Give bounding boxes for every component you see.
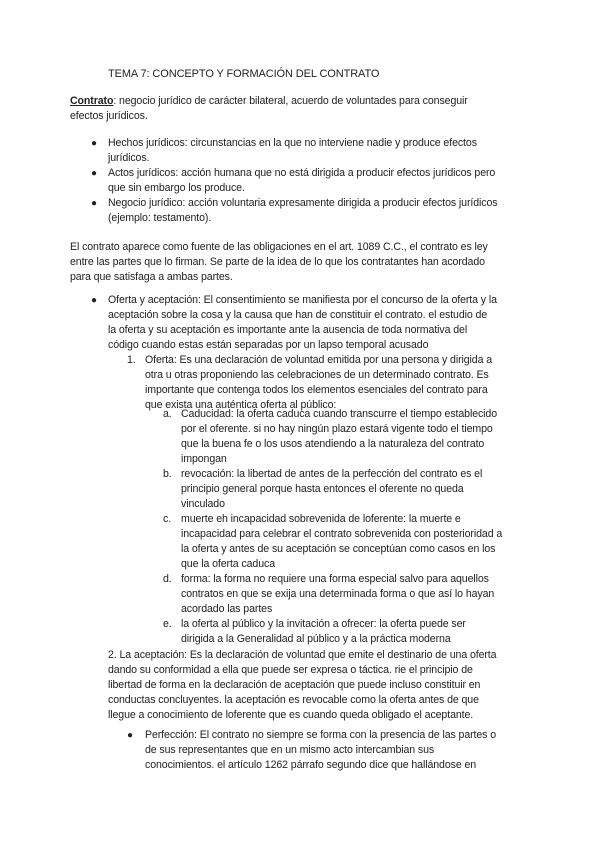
bullet-icon: ●	[91, 168, 98, 179]
item1-line: que exista una auténtica oferta al público:	[145, 399, 337, 411]
bullet-icon: ●	[91, 138, 98, 149]
subitem-line: por el oferente. si no hay ningún plazo estará vigente todo el tiempo	[181, 423, 493, 435]
definition-line-2: efectos jurídicos.	[70, 110, 148, 122]
paragraph-line: El contrato aparece como fuente de las obligaciones en el art. 1089 C.C., el contrato es ley	[70, 241, 488, 253]
list-item: (ejemplo: testamento).	[108, 212, 212, 224]
item1-line: importante que contenga todos los elementos esenciales del contrato para	[145, 384, 488, 396]
list-item: que sin embargo los produce.	[108, 182, 245, 194]
item2-line: 2. La aceptación: Es la declaración de voluntad que emite el destinario de una oferta	[108, 649, 497, 661]
definition-term: Contrato	[70, 95, 114, 107]
subitem-line: contratos en que se exija una determinada forma o que así lo hayan	[181, 588, 495, 600]
list-item: Negocio jurídico: acción voluntaria expresamente dirigida a producir efectos jurídicos	[108, 197, 498, 209]
item-number: 1.	[127, 354, 136, 366]
oferta-line: código cuando estas están separadas por un lapso temporal acusado	[108, 339, 429, 351]
bullet-icon: ●	[127, 730, 134, 741]
subitem-label: d.	[163, 573, 172, 585]
item2-line: llegue a conocimiento de loferente que es cuando queda obligado el aceptante.	[108, 709, 474, 721]
subitem-line: incapacidad para celebrar el contrato sobrevenida con posterioridad a	[181, 528, 503, 540]
subitem-label: e.	[163, 618, 172, 630]
subitem-label: a.	[163, 408, 172, 420]
definition-line-1	[70, 94, 468, 109]
subitem-line: vinculado	[181, 498, 225, 510]
list-item: jurídicos.	[108, 152, 150, 164]
bullet-icon: ●	[91, 198, 98, 209]
subitem-line: dirigida a la Generalidad al público y a la práctica moderna	[181, 633, 451, 645]
subitem-line: muerte eh incapacidad sobrevenida de loferente: la muerte e	[181, 513, 461, 525]
item2-line: conductas concluyentes. la aceptación es revocable como la oferta antes de que	[108, 694, 479, 706]
item2-line: libertad de forma en la declaración de aceptación que puede incluso constituir en	[108, 679, 481, 691]
page-title: TEMA 7: CONCEPTO Y FORMACIÓN DEL CONTRATO	[108, 68, 380, 80]
subitem-line: Caducidad: la oferta caduca cuando transcurre el tiempo establecido	[181, 408, 498, 420]
subitem-line: que la oferta caduca	[181, 558, 276, 570]
subitem-line: acordado las partes	[181, 603, 273, 615]
subitem-line: impongan	[181, 453, 227, 465]
subitem-line: forma: la forma no requiere una forma especial salvo para aquellos	[181, 573, 489, 585]
subitem-line: que la buena fe o los usos atendiendo a la naturaleza del contrato	[181, 438, 485, 450]
subitem-label: c.	[163, 513, 172, 525]
list-item: Actos jurídicos: acción humana que no está dirigida a producir efectos jurídicos pero	[108, 167, 496, 179]
item1-line: otra u otras proponiendo las celebraciones de un determinado contrato. Es	[145, 369, 489, 381]
perfeccion-line: de sus representantes que en un mismo acto intercambian sus	[145, 744, 435, 756]
oferta-line: la oferta y su aceptación es importante ante la ausencia de toda normativa del	[108, 324, 468, 336]
definition-text: : negocio jurídico de carácter bilateral, acuerdo de voluntades para conseguir	[113, 95, 468, 107]
perfeccion-line: Perfección: El contrato no siempre se forma con la presencia de las partes o	[145, 729, 497, 741]
subitem-line: revocación: la libertad de antes de la perfección del contrato es el	[181, 468, 483, 480]
perfeccion-line: conocimientos. el artículo 1262 párrafo segundo dice que hallándose en	[145, 759, 477, 771]
subitem-line: la oferta al público y la invitación a ofrecer: la oferta puede ser	[181, 618, 466, 630]
list-item: Hechos jurídicos: circunstancias en la que no interviene nadie y produce efectos	[108, 137, 477, 149]
oferta-line: aceptación sobre la cosa y la causa que han de constituir el contrato. el estudio de	[108, 309, 488, 321]
paragraph-line: entre las partes que lo firman. Se parte de la idea de lo que los contratantes han acordado	[70, 256, 485, 268]
item2-line: dando su conformidad a ella que puede ser expresa o táctica. rie el principio de	[108, 664, 473, 676]
item1-line: Oferta: Es una declaración de voluntad emitida por una persona y dirigida a	[145, 354, 493, 366]
paragraph-line: para que satisfaga a ambas partes.	[70, 271, 233, 283]
bullet-icon: ●	[91, 295, 98, 306]
subitem-line: la oferta y antes de su aceptación se conceptúan como casos en los	[181, 543, 496, 555]
subitem-line: principio general porque hasta entonces el oferente no queda	[181, 483, 464, 495]
subitem-label: b.	[163, 468, 172, 480]
oferta-line: Oferta y aceptación: El consentimiento se manifiesta por el concurso de la oferta y la	[108, 294, 497, 306]
